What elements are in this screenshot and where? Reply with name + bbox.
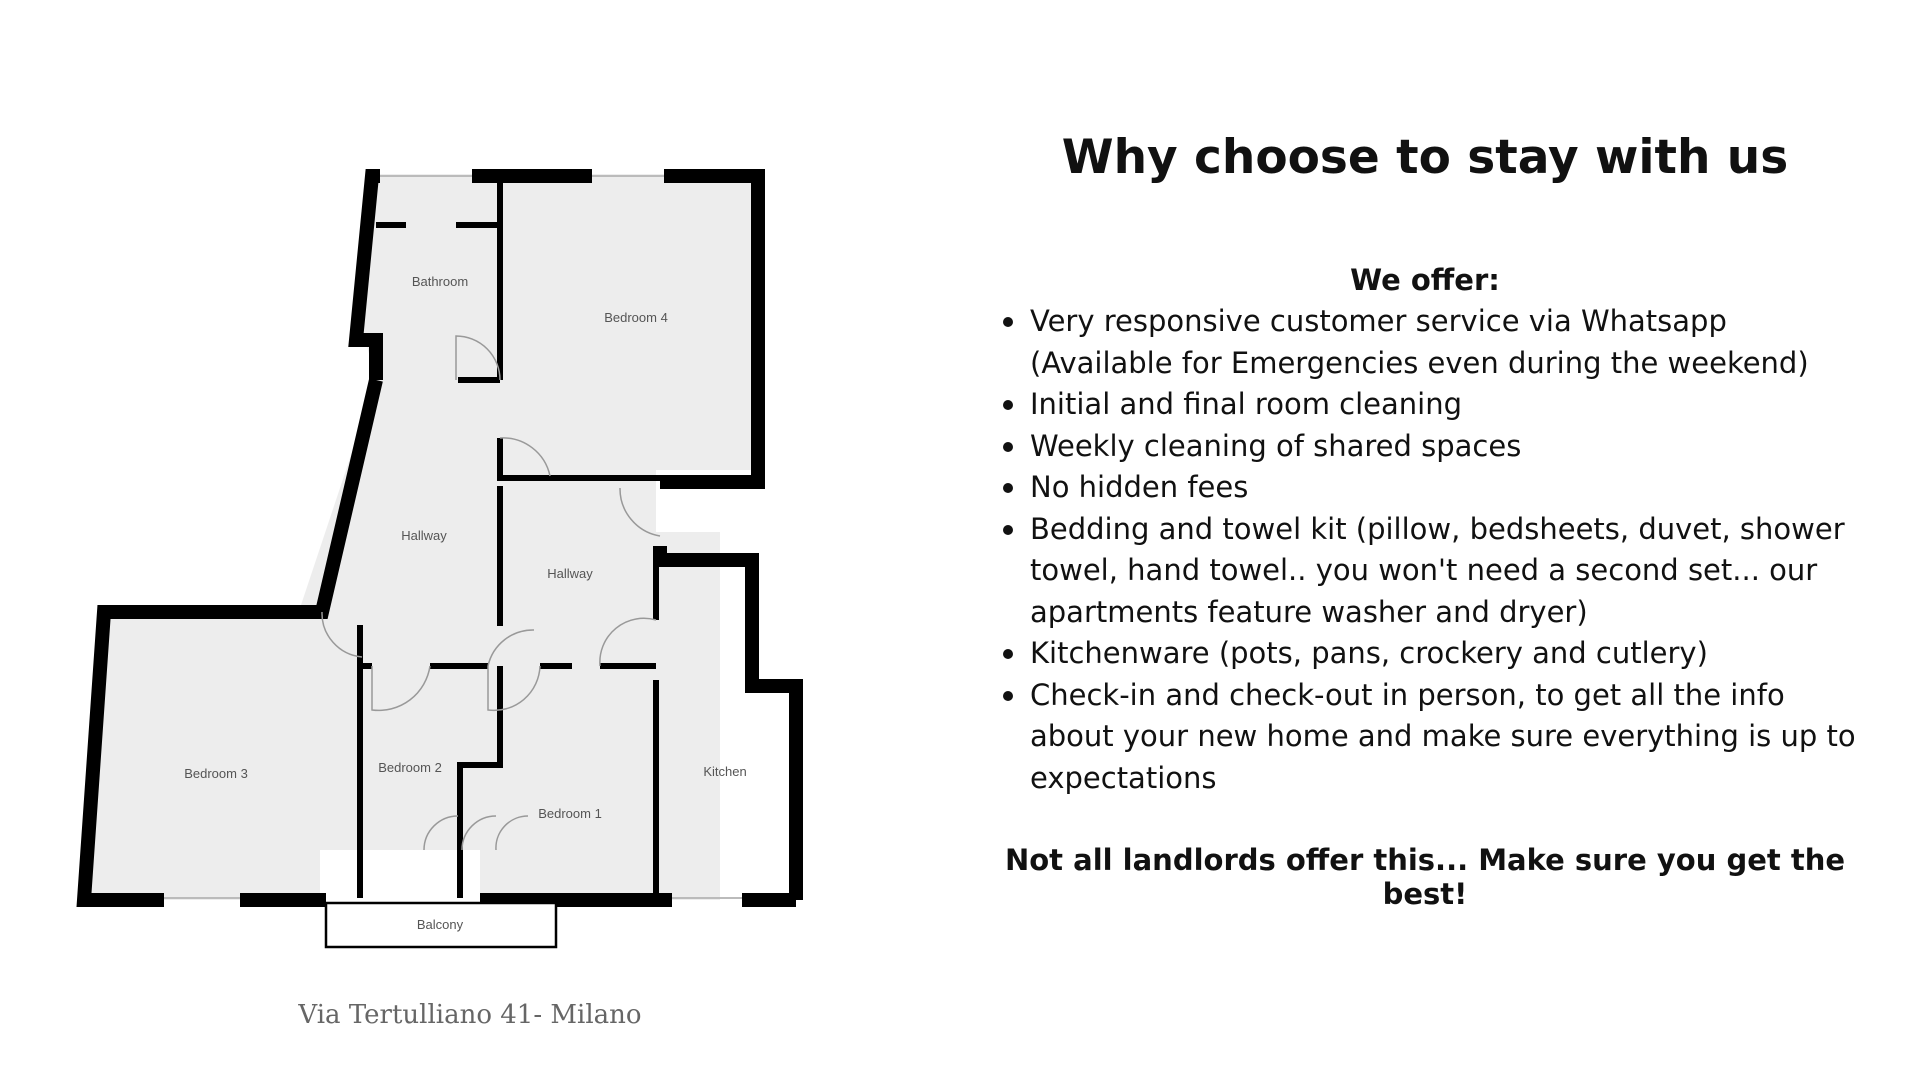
list-item <box>990 426 1860 468</box>
list-item-text: Very responsive customer service via Whatsapp (Available for Emergencies even during the weekend) <box>1030 304 1809 380</box>
list-item-text: Initial and final room cleaning <box>1030 387 1463 421</box>
bullet-icon <box>1003 691 1013 701</box>
list-item <box>990 509 1860 634</box>
list-item <box>990 467 1860 509</box>
room-label-hallway-2: Hallway <box>547 566 593 581</box>
bullet-icon <box>1003 483 1013 493</box>
list-item-text: Weekly cleaning of shared spaces <box>1030 428 1522 463</box>
floor-plan <box>60 150 820 970</box>
room-label-bedroom-3: Bedroom 3 <box>184 766 248 781</box>
room-label-hallway-1: Hallway <box>401 528 447 543</box>
list-item <box>990 384 1860 426</box>
offer-heading: We offer: <box>1350 263 1500 297</box>
list-item <box>990 633 1860 675</box>
offer-list <box>990 301 1860 799</box>
closing-statement: Not all landlords offer this... Make sure you get the best! <box>1004 843 1846 911</box>
bullet-icon <box>1003 400 1013 410</box>
room-label-kitchen: Kitchen <box>703 764 747 779</box>
list-item-text: No hidden fees <box>1030 470 1249 504</box>
list-item-text: Bedding and towel kit (pillow, bedsheets, duvet, shower towel, hand towel.. you won't need a second set... our apartments feature washer and dryer) <box>1030 511 1845 629</box>
info-panel <box>990 130 1860 911</box>
list-item-text: Kitchenware (pots, pans, crockery and cutlery) <box>1030 636 1708 670</box>
bullet-icon <box>1003 317 1013 327</box>
list-item <box>990 301 1860 384</box>
bullet-icon <box>1003 649 1013 659</box>
floor-plan-drawing <box>60 150 820 970</box>
room-label-bedroom-1: Bedroom 1 <box>538 806 602 821</box>
bullet-icon <box>1003 525 1013 535</box>
room-label-balcony: Balcony <box>416 917 464 932</box>
room-label-bedroom-2: Bedroom 2 <box>378 760 442 775</box>
list-item-text: Check-in and check-out in person, to get all the info about your new home and make sure everything is up to expectations <box>1030 677 1856 795</box>
room-label-bedroom-4: Bedroom 4 <box>604 310 668 325</box>
address-caption: Via Tertulliano 41- Milano <box>298 1000 642 1030</box>
list-item <box>990 675 1860 800</box>
room-label-bathroom: Bathroom <box>411 274 469 289</box>
page-title: Why choose to stay with us <box>1061 130 1789 185</box>
bullet-icon <box>1003 442 1013 452</box>
